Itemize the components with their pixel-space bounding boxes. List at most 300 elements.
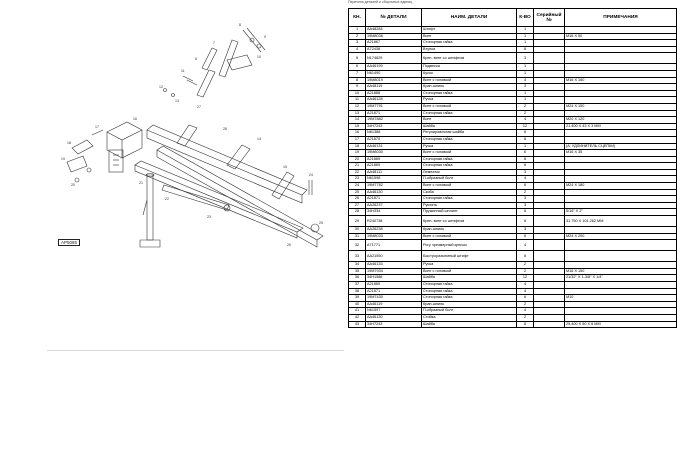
cell-key: 5 bbox=[349, 53, 366, 64]
cell-part-number: N61597 bbox=[366, 308, 422, 315]
cell-serial-number bbox=[534, 268, 565, 275]
table-row bbox=[349, 97, 677, 104]
table-row bbox=[349, 77, 677, 84]
cell-notes bbox=[565, 251, 677, 262]
cell-notes bbox=[565, 97, 677, 104]
table-row bbox=[349, 40, 677, 47]
cell-part-number: 19M8019 bbox=[366, 77, 422, 84]
cell-key: 7 bbox=[349, 70, 366, 77]
cell-serial-number bbox=[534, 46, 565, 53]
cell-quantity: 3 bbox=[517, 196, 534, 203]
cell-serial-number bbox=[534, 27, 565, 34]
cell-quantity: 6 bbox=[517, 150, 534, 157]
cell-key: 16 bbox=[349, 130, 366, 137]
cell-serial-number bbox=[534, 301, 565, 308]
table-row bbox=[349, 308, 677, 315]
exploded-assembly-diagram bbox=[47, 0, 343, 350]
cell-part-name: Креп. винт со штифтом bbox=[422, 53, 517, 64]
svg-text:25: 25 bbox=[319, 221, 323, 225]
cell-part-number: A21869 bbox=[366, 163, 422, 170]
cell-part-name: Креп. винт со штифтом bbox=[422, 216, 517, 227]
cell-serial-number bbox=[534, 110, 565, 117]
cell-key: 30 bbox=[349, 227, 366, 234]
table-row bbox=[349, 295, 677, 302]
cell-notes bbox=[565, 40, 677, 47]
cell-notes: M10 bbox=[565, 295, 677, 302]
cell-part-number: 34H7243 bbox=[366, 321, 422, 328]
table-row bbox=[349, 169, 677, 176]
cell-part-name: Винт с головкой bbox=[422, 233, 517, 240]
column-header-key: КН. bbox=[349, 9, 366, 27]
svg-text:22: 22 bbox=[165, 197, 169, 201]
cell-key: 37 bbox=[349, 282, 366, 289]
cell-part-number: 19M7882 bbox=[366, 117, 422, 124]
cell-serial-number bbox=[534, 202, 565, 209]
column-header-serial-number: Серийный № bbox=[534, 9, 565, 27]
cell-serial-number bbox=[534, 163, 565, 170]
cell-key: 4 bbox=[349, 46, 366, 53]
column-header-part-number: № ДЕТАЛИ bbox=[366, 9, 422, 27]
cell-part-number: 19M8036 bbox=[366, 33, 422, 40]
cell-quantity: 6 bbox=[517, 216, 534, 227]
svg-text:7: 7 bbox=[213, 41, 215, 45]
cell-key: 17 bbox=[349, 136, 366, 143]
cell-part-number: AA46119 bbox=[366, 301, 422, 308]
table-row bbox=[349, 27, 677, 34]
cell-key: 24 bbox=[349, 183, 366, 190]
cell-notes: M24 X 200 bbox=[565, 233, 677, 240]
cell-quantity: 2 bbox=[517, 110, 534, 117]
cell-quantity: 3 bbox=[517, 53, 534, 64]
cell-key: 8 bbox=[349, 77, 366, 84]
svg-text:13: 13 bbox=[175, 99, 179, 103]
table-row bbox=[349, 301, 677, 308]
cell-part-name: Винт с головкой bbox=[422, 183, 517, 190]
cell-notes bbox=[565, 282, 677, 289]
column-header-notes: ПРИМЕЧАНИЯ bbox=[565, 9, 677, 27]
cell-notes bbox=[565, 189, 677, 196]
cell-serial-number bbox=[534, 262, 565, 269]
cell-part-name: Винт с головкой bbox=[422, 268, 517, 275]
cell-notes: 21/32" X 1-3/8" X 1/4" bbox=[565, 275, 677, 282]
cell-key: 27 bbox=[349, 202, 366, 209]
cell-quantity: 2 bbox=[517, 268, 534, 275]
cell-part-name: Шайба bbox=[422, 321, 517, 328]
table-row bbox=[349, 268, 677, 275]
cell-serial-number bbox=[534, 321, 565, 328]
table-row bbox=[349, 143, 677, 150]
cell-part-number: A21869 bbox=[366, 156, 422, 163]
cell-part-number: A21871 bbox=[366, 288, 422, 295]
cell-notes bbox=[565, 136, 677, 143]
cell-notes bbox=[565, 64, 677, 71]
cell-part-number: 34H7243 bbox=[366, 123, 422, 130]
cell-part-number: A71771 bbox=[366, 240, 422, 251]
cell-part-name: Стопорная гайка bbox=[422, 110, 517, 117]
table-row bbox=[349, 216, 677, 227]
svg-text:11: 11 bbox=[181, 69, 185, 73]
cell-quantity: 1 bbox=[517, 97, 534, 104]
cell-serial-number bbox=[534, 227, 565, 234]
table-row bbox=[349, 117, 677, 124]
cell-key: 36 bbox=[349, 275, 366, 282]
cell-quantity: 1 bbox=[517, 143, 534, 150]
table-row bbox=[349, 282, 677, 289]
cell-quantity: 4 bbox=[517, 308, 534, 315]
cell-part-number: AA46128 bbox=[366, 97, 422, 104]
cell-part-name: Винт с головкой bbox=[422, 77, 517, 84]
cell-part-number: A21868 bbox=[366, 90, 422, 97]
table-row bbox=[349, 110, 677, 117]
cell-serial-number bbox=[534, 295, 565, 302]
cell-notes bbox=[565, 227, 677, 234]
cell-key: 11 bbox=[349, 97, 366, 104]
cell-serial-number bbox=[534, 169, 565, 176]
cell-notes bbox=[565, 84, 677, 91]
table-row bbox=[349, 288, 677, 295]
cell-notes bbox=[565, 46, 677, 53]
cell-serial-number bbox=[534, 97, 565, 104]
cell-serial-number bbox=[534, 53, 565, 64]
column-header-quantity: К-ВО bbox=[517, 9, 534, 27]
svg-text:8: 8 bbox=[239, 23, 241, 27]
cell-serial-number bbox=[534, 33, 565, 40]
cell-serial-number bbox=[534, 314, 565, 321]
cell-notes bbox=[565, 169, 677, 176]
cell-quantity: 4 bbox=[517, 176, 534, 183]
cell-quantity: 2 bbox=[517, 314, 534, 321]
cell-key: 9 bbox=[349, 84, 366, 91]
cell-part-number: AA26238 bbox=[366, 227, 422, 234]
cell-part-name: Штифт bbox=[422, 27, 517, 34]
cell-serial-number bbox=[534, 183, 565, 190]
cell-key: 25 bbox=[349, 189, 366, 196]
cell-serial-number bbox=[534, 156, 565, 163]
cell-quantity: 4 bbox=[517, 77, 534, 84]
cell-part-number: AA46131 bbox=[366, 143, 422, 150]
table-row bbox=[349, 262, 677, 269]
table-row bbox=[349, 227, 677, 234]
cell-notes bbox=[565, 53, 677, 64]
cell-quantity: 4 bbox=[517, 282, 534, 289]
cell-notes bbox=[565, 130, 677, 137]
cell-serial-number bbox=[534, 308, 565, 315]
cell-quantity: 3 bbox=[517, 169, 534, 176]
cell-serial-number bbox=[534, 209, 565, 216]
cell-quantity: 1 bbox=[517, 27, 534, 34]
table-row bbox=[349, 163, 677, 170]
cell-part-number: AA26237 bbox=[366, 202, 422, 209]
cell-part-name: Кран-шпиль bbox=[422, 84, 517, 91]
cell-serial-number bbox=[534, 275, 565, 282]
cell-part-name: Быстроразъемный штифт bbox=[422, 251, 517, 262]
cell-notes: M24 X 150 bbox=[565, 103, 677, 110]
cell-part-number: A21871 bbox=[366, 196, 422, 203]
table-row bbox=[349, 314, 677, 321]
cell-key: 38 bbox=[349, 288, 366, 295]
table-row bbox=[349, 196, 677, 203]
cell-quantity: 4 bbox=[517, 288, 534, 295]
cell-notes: 25.400 X 50 X 6 MM bbox=[565, 321, 677, 328]
cell-quantity: 2 bbox=[517, 262, 534, 269]
cell-key: 31 bbox=[349, 233, 366, 240]
cell-serial-number bbox=[534, 288, 565, 295]
table-row bbox=[349, 183, 677, 190]
table-row bbox=[349, 70, 677, 77]
column-header-part-name: НАИМ. ДЕТАЛИ bbox=[422, 9, 517, 27]
cell-quantity: 6 bbox=[517, 209, 534, 216]
cell-quantity: 4 bbox=[517, 240, 534, 251]
cell-part-number: 19M8030 bbox=[366, 150, 422, 157]
table-row bbox=[349, 46, 677, 53]
cell-serial-number bbox=[534, 251, 565, 262]
cell-part-name: Винт bbox=[422, 117, 517, 124]
cell-key: 12 bbox=[349, 103, 366, 110]
cell-part-name: Подвеска bbox=[422, 64, 517, 71]
cell-serial-number bbox=[534, 143, 565, 150]
svg-text:23: 23 bbox=[207, 215, 211, 219]
svg-text:20: 20 bbox=[71, 183, 75, 187]
table-row bbox=[349, 189, 677, 196]
cell-part-name: Стопорная гайка bbox=[422, 288, 517, 295]
parts-list-page bbox=[343, 0, 686, 350]
cell-quantity: 8 bbox=[517, 321, 534, 328]
svg-text:27: 27 bbox=[197, 105, 201, 109]
cell-quantity: 2 bbox=[517, 301, 534, 308]
cell-part-number: A21867 bbox=[366, 40, 422, 47]
cell-part-name: Рукоять bbox=[422, 202, 517, 209]
cell-key: 34 bbox=[349, 262, 366, 269]
cell-part-name: Рогу чрезмерный крючок bbox=[422, 240, 517, 251]
cell-key: 43 bbox=[349, 321, 366, 328]
cell-part-name: Регулировочная шайба bbox=[422, 130, 517, 137]
cell-serial-number bbox=[534, 189, 565, 196]
cell-part-number: A21870 bbox=[366, 136, 422, 143]
svg-text:15: 15 bbox=[283, 165, 287, 169]
cell-key: 1 bbox=[349, 27, 366, 34]
cell-part-number: A21869 bbox=[366, 282, 422, 289]
cell-part-number: AA48284 bbox=[366, 27, 422, 34]
cell-notes bbox=[565, 163, 677, 170]
svg-text:10: 10 bbox=[257, 55, 261, 59]
table-row bbox=[349, 233, 677, 240]
svg-text:24: 24 bbox=[309, 173, 313, 177]
table-row bbox=[349, 130, 677, 137]
cell-part-number: 34H334 bbox=[366, 209, 422, 216]
cell-part-number: AA48119 bbox=[366, 84, 422, 91]
cell-part-name: Кусок bbox=[422, 70, 517, 77]
cell-key: 22 bbox=[349, 169, 366, 176]
cell-serial-number bbox=[534, 150, 565, 157]
cell-serial-number bbox=[534, 176, 565, 183]
cell-notes: M16 X 160 bbox=[565, 77, 677, 84]
table-row bbox=[349, 103, 677, 110]
cell-serial-number bbox=[534, 70, 565, 77]
table-row bbox=[349, 136, 677, 143]
cell-serial-number bbox=[534, 216, 565, 227]
cell-quantity: 2 bbox=[517, 189, 534, 196]
cell-quantity: 6 bbox=[517, 251, 534, 262]
cell-key: 14 bbox=[349, 117, 366, 124]
cell-notes bbox=[565, 314, 677, 321]
cell-part-number: AA48111 bbox=[366, 169, 422, 176]
cell-serial-number bbox=[534, 233, 565, 240]
cell-part-number: N61598 bbox=[366, 176, 422, 183]
table-row bbox=[349, 176, 677, 183]
cell-notes: M16 X 50 bbox=[565, 33, 677, 40]
cell-notes: 31.750 X 101.262 MM bbox=[565, 216, 677, 227]
cell-key: 35 bbox=[349, 268, 366, 275]
cell-key: 3 bbox=[349, 40, 366, 47]
cell-key: 13 bbox=[349, 110, 366, 117]
cell-part-name: П-образный болт bbox=[422, 176, 517, 183]
cell-notes: M16 X 35 bbox=[565, 150, 677, 157]
cell-part-name: Стойка bbox=[422, 314, 517, 321]
cell-part-name: Скоба bbox=[422, 189, 517, 196]
svg-text:14: 14 bbox=[257, 137, 261, 141]
cell-notes: (А: УДЛИНИТЕЛЬ СЦЕПКИ) bbox=[565, 143, 677, 150]
cell-serial-number bbox=[534, 84, 565, 91]
cell-serial-number bbox=[534, 64, 565, 71]
cell-part-number: A21871 bbox=[366, 110, 422, 117]
cell-quantity: 3 bbox=[517, 84, 534, 91]
diagram-reference-code: AP5085 bbox=[58, 239, 80, 246]
cell-part-name: Шайба bbox=[422, 275, 517, 282]
cell-key: 40 bbox=[349, 301, 366, 308]
cell-serial-number bbox=[534, 136, 565, 143]
cell-quantity: 1 bbox=[517, 90, 534, 97]
table-row bbox=[349, 275, 677, 282]
table-row bbox=[349, 84, 677, 91]
cell-part-number: AA46133 bbox=[366, 262, 422, 269]
cell-quantity: 6 bbox=[517, 163, 534, 170]
cell-part-name: Винт с головкой bbox=[422, 150, 517, 157]
cell-notes: M16 X 150 bbox=[565, 268, 677, 275]
cell-key: 29 bbox=[349, 216, 366, 227]
cell-part-number: N61490 bbox=[366, 70, 422, 77]
cell-notes: M20 X 120 bbox=[565, 117, 677, 124]
cell-part-name: Кран-шпиль bbox=[422, 301, 517, 308]
cell-quantity: 2 bbox=[517, 103, 534, 110]
cell-notes bbox=[565, 27, 677, 34]
cell-key: 20 bbox=[349, 156, 366, 163]
cell-serial-number bbox=[534, 103, 565, 110]
cell-quantity: 4 bbox=[517, 117, 534, 124]
svg-text:17: 17 bbox=[95, 125, 99, 129]
cell-notes bbox=[565, 308, 677, 315]
cell-part-number: 34H1586 bbox=[366, 275, 422, 282]
cell-notes bbox=[565, 301, 677, 308]
cell-quantity: 6 bbox=[517, 130, 534, 137]
cell-serial-number bbox=[534, 117, 565, 124]
cell-key: 10 bbox=[349, 90, 366, 97]
cell-part-name: Стопорная гайка bbox=[422, 282, 517, 289]
cell-part-number: AA46199 bbox=[366, 64, 422, 71]
cell-part-name: Ручка bbox=[422, 97, 517, 104]
cell-part-name: Ручка bbox=[422, 143, 517, 150]
cell-part-number: 19M8033 bbox=[366, 233, 422, 240]
cell-quantity: 1 bbox=[517, 70, 534, 77]
cell-part-number: 19M7791 bbox=[366, 103, 422, 110]
cell-key: 19 bbox=[349, 150, 366, 157]
cell-part-number: AA46130 bbox=[366, 314, 422, 321]
cell-part-name: П-образный болт bbox=[422, 308, 517, 315]
cell-part-name: Винт с головкой bbox=[422, 103, 517, 110]
cell-serial-number bbox=[534, 196, 565, 203]
table-row bbox=[349, 123, 677, 130]
cell-key: 32 bbox=[349, 240, 366, 251]
table-row bbox=[349, 251, 677, 262]
table-row bbox=[349, 209, 677, 216]
cell-part-number: R240738 bbox=[366, 216, 422, 227]
cell-key: 28 bbox=[349, 209, 366, 216]
svg-text:16: 16 bbox=[133, 117, 137, 121]
cell-part-name: Втулка bbox=[422, 46, 517, 53]
cell-serial-number bbox=[534, 130, 565, 137]
table-row bbox=[349, 33, 677, 40]
cell-part-number: AA21550 bbox=[366, 251, 422, 262]
cell-notes bbox=[565, 110, 677, 117]
cell-notes bbox=[565, 90, 677, 97]
cell-quantity: 3 bbox=[517, 202, 534, 209]
cell-notes bbox=[565, 196, 677, 203]
cell-quantity: 6 bbox=[517, 46, 534, 53]
cell-part-name: Винт bbox=[422, 33, 517, 40]
cell-quantity: 6 bbox=[517, 136, 534, 143]
table-row bbox=[349, 156, 677, 163]
cell-part-name: Лемеаток bbox=[422, 169, 517, 176]
cell-key: 18 bbox=[349, 143, 366, 150]
cell-serial-number bbox=[534, 90, 565, 97]
cell-part-name: Пружинный шплинт bbox=[422, 209, 517, 216]
cell-key: 42 bbox=[349, 314, 366, 321]
cell-part-number: 19M7430 bbox=[366, 295, 422, 302]
cell-notes: M24 X 180 bbox=[565, 183, 677, 190]
cell-part-name: Стопорная гайка bbox=[422, 295, 517, 302]
page-header-text: Перечень деталей и сборочных единиц bbox=[348, 0, 413, 4]
cell-notes bbox=[565, 240, 677, 251]
cell-key: 2 bbox=[349, 33, 366, 40]
cell-part-name: Стопорная гайка bbox=[422, 40, 517, 47]
cell-part-name: Стопорная гайка bbox=[422, 90, 517, 97]
cell-key: 21 bbox=[349, 163, 366, 170]
cell-key: 26 bbox=[349, 196, 366, 203]
cell-part-name: Кран-шпиль bbox=[422, 227, 517, 234]
cell-serial-number bbox=[534, 40, 565, 47]
cell-key: 6 bbox=[349, 64, 366, 71]
cell-part-number: N174629 bbox=[366, 53, 422, 64]
cell-part-name: Стопорная гайка bbox=[422, 156, 517, 163]
cell-part-number: AA46130 bbox=[366, 189, 422, 196]
cell-part-number: N61388 bbox=[366, 130, 422, 137]
svg-text:26: 26 bbox=[287, 243, 291, 247]
table-row bbox=[349, 202, 677, 209]
table-row bbox=[349, 53, 677, 64]
cell-notes: 5/16" X 2" bbox=[565, 209, 677, 216]
table-row bbox=[349, 90, 677, 97]
cell-part-name: Стопорная гайка bbox=[422, 163, 517, 170]
cell-quantity: 6 bbox=[517, 156, 534, 163]
cell-quantity: 1 bbox=[517, 64, 534, 71]
cell-quantity: 12 bbox=[517, 123, 534, 130]
cell-quantity: 1 bbox=[517, 33, 534, 40]
svg-text:18: 18 bbox=[67, 141, 71, 145]
table-row bbox=[349, 240, 677, 251]
cell-key: 39 bbox=[349, 295, 366, 302]
cell-key: 41 bbox=[349, 308, 366, 315]
cell-key: 33 bbox=[349, 251, 366, 262]
parts-table bbox=[348, 8, 677, 328]
